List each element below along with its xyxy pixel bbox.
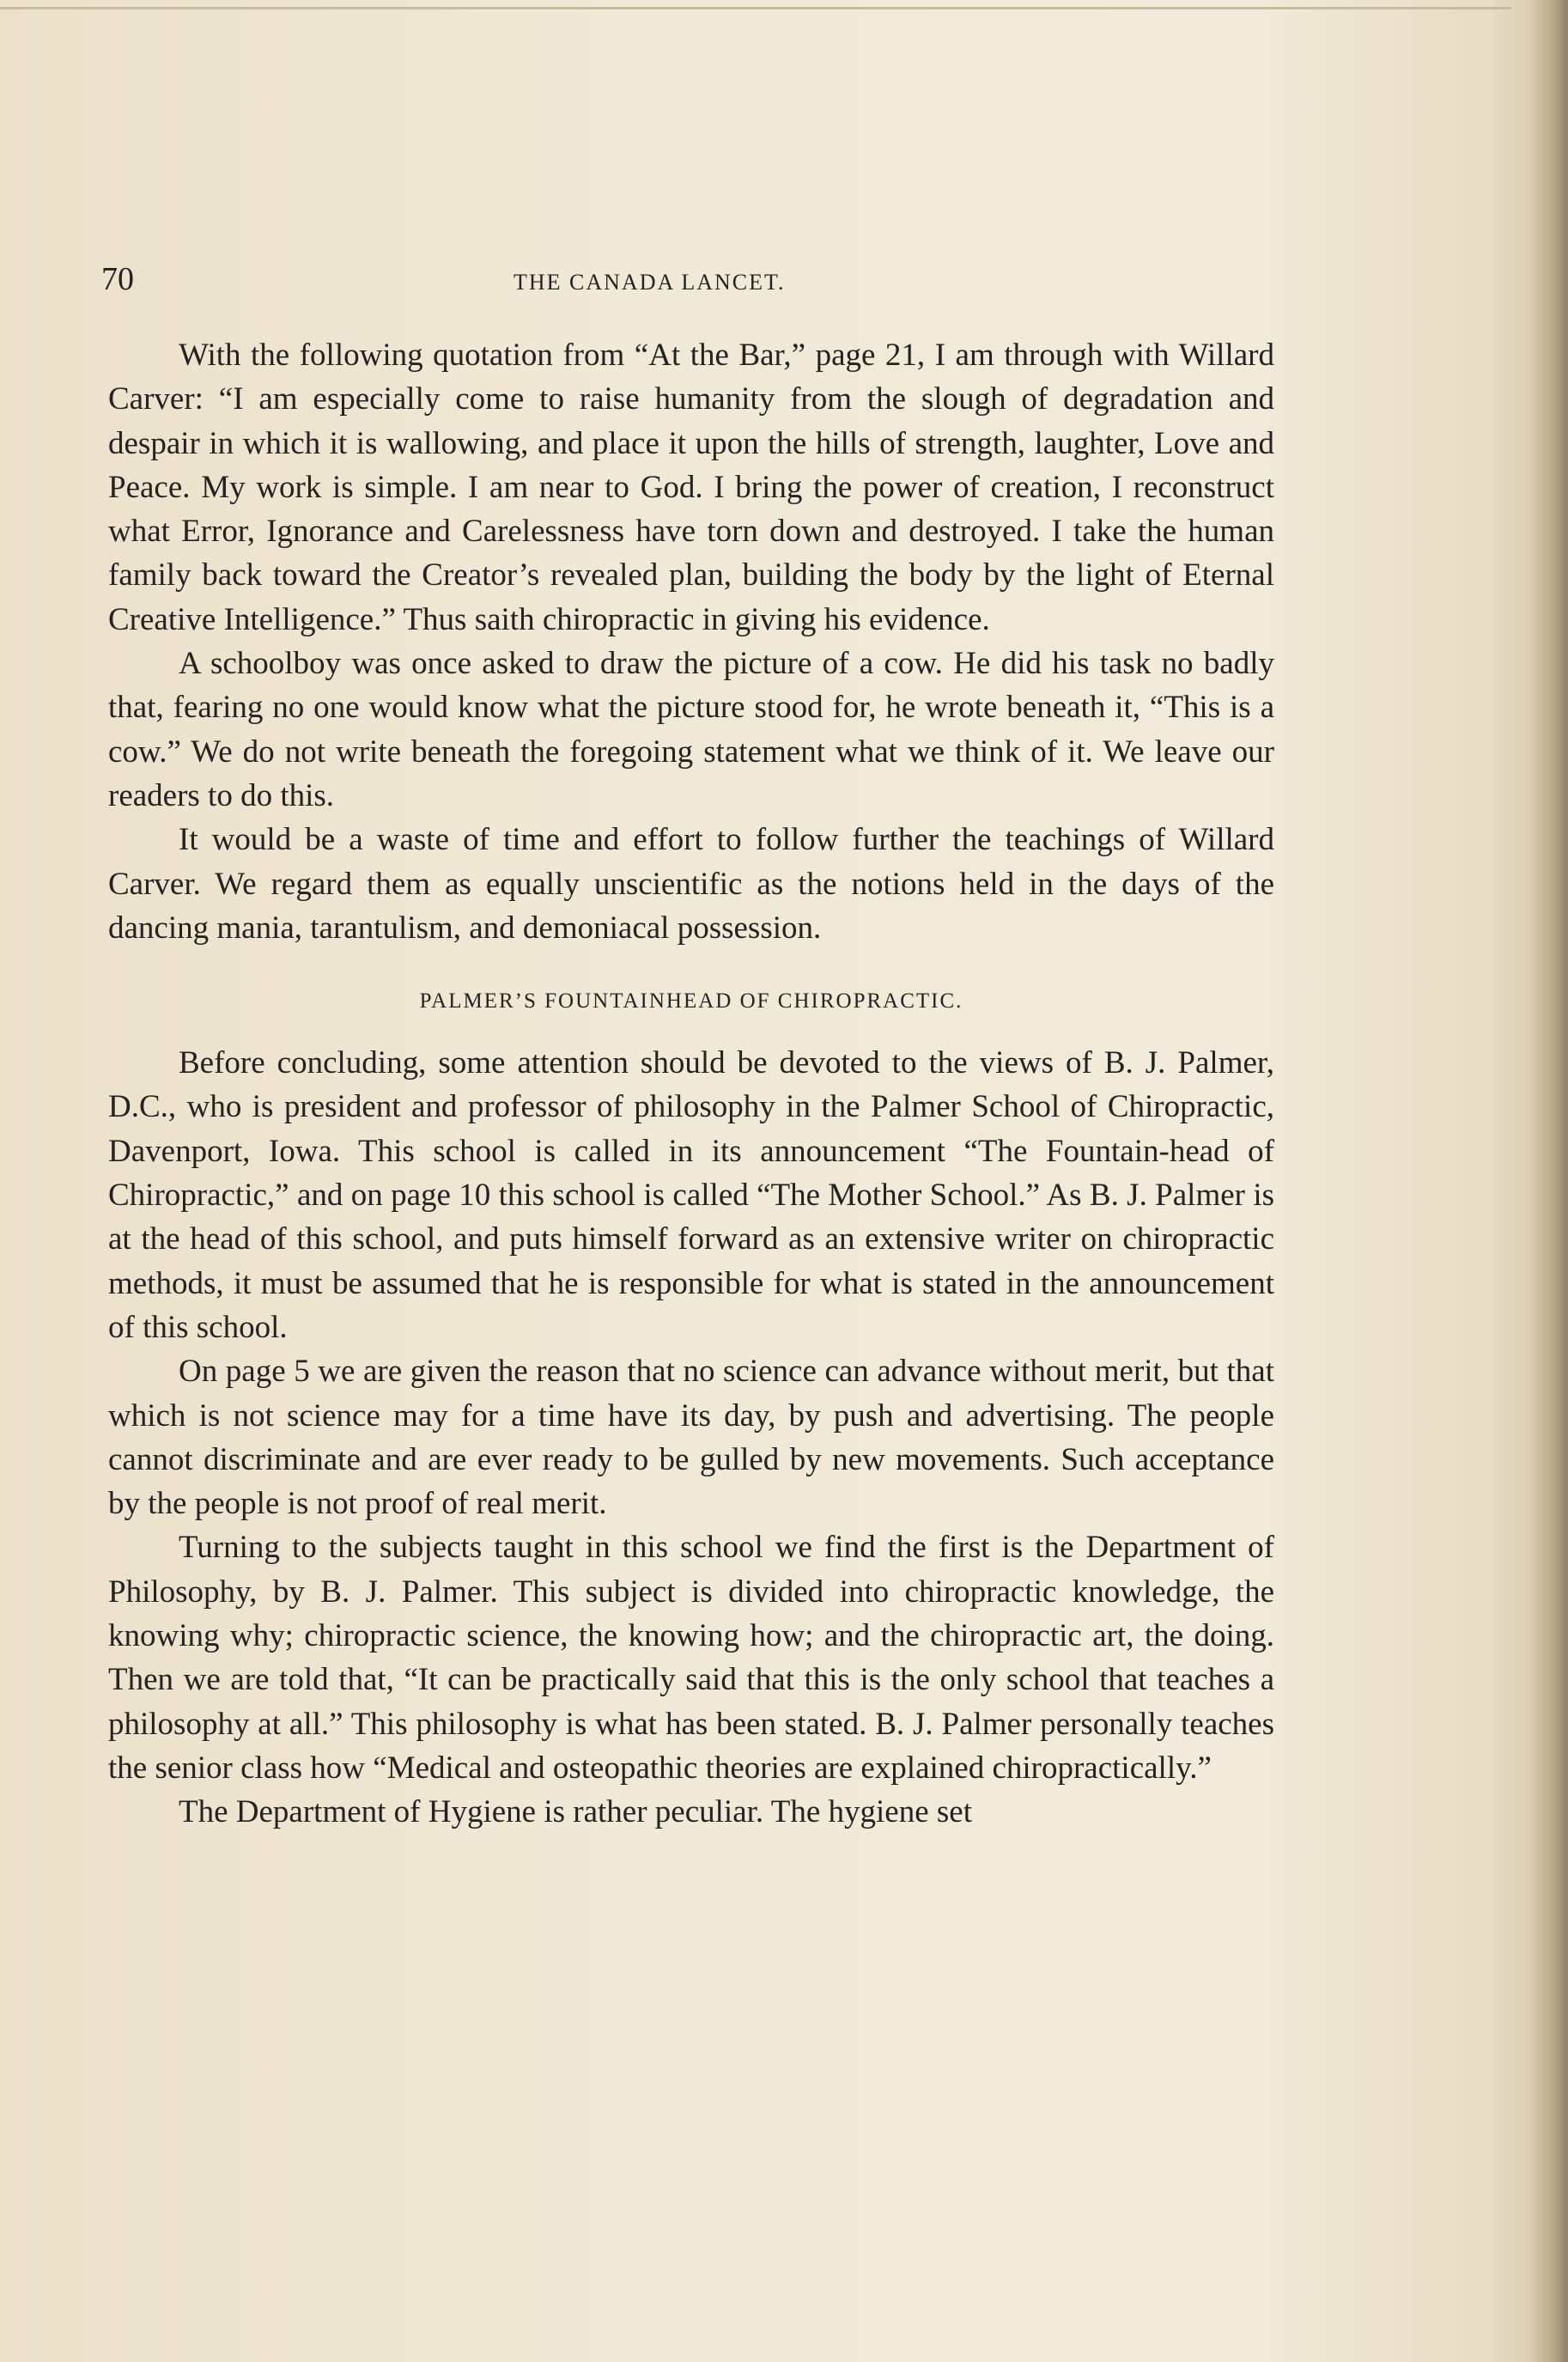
top-edge-rule: [0, 7, 1511, 9]
page-binding-edge: [1530, 0, 1568, 2362]
paragraph: Turning to the subjects taught in this school we find the first is the Department of Philosophy, by B. J. Palmer. This subject is divided into chiropractic knowledge, the knowing why; chiropractic science, the knowing how; and the chiropractic art, the doing. Then we are told that, “It can be practically said that this is the only school that teaches a philosophy at all.” This philosophy is what has been stated. B. J. Palmer personally teaches the senior class how “Medical and osteopathic theories are explained chiropractically.”: [108, 1530, 1274, 1786]
running-head: THE CANADA LANCET.: [514, 270, 786, 295]
paragraph: The Department of Hygiene is rather peculiar. The hygiene set: [179, 1794, 972, 1830]
paragraph: It would be a waste of time and effort to follow further the teachings of Willard Carver. We regard them as equally unscientific as the notions held in the days of the dancing mania, tarantulism, and demoniacal possession.: [108, 822, 1274, 946]
page-header: [101, 258, 1278, 301]
body-text: [108, 333, 1274, 1835]
paragraph: Before concluding, some attention should be devoted to the views of B. J. Palmer, D.C., who is president and professor of philosophy in the Palmer School of Chiropractic, Davenport, Iowa. This school is called in its announcement “The Fountain-head of Chiropractic,” and on page 10 this school is called “The Mother School.” As B. J. Palmer is at the head of this school, and puts himself forward as an extensive writer on chiropractic methods, it must be assumed that he is responsible for what is stated in the announcement of this school.: [108, 1045, 1274, 1345]
paragraph: A schoolboy was once asked to draw the picture of a cow. He did his task no badly that, fearing no one would know what the picture stood for, he wrote beneath it, “This is a cow.” We do not write beneath the foregoing statement what we think of it. We leave our readers to do this.: [108, 646, 1274, 813]
paragraph: On page 5 we are given the reason that no science can advance without merit, but that which is not science may for a time have its day, by push and advertising. The people cannot discriminate and are ever ready to be gulled by new movements. Such acceptance by the people is not proof of real merit.: [108, 1354, 1274, 1522]
paragraph: With the following quotation from “At the Bar,” page 21, I am through with Willard Carver: “I am especially come to raise humanity from the slough of degradation and despair in which it is wallowing, and place it upon the hills of strength, laughter, Love and Peace. My work is simple. I am near to God. I bring the power of creation, I reconstruct what Error, Ignorance and Carelessness have torn down and destroyed. I take the human family back toward the Creator’s revealed plan, building the body by the light of Eternal Creative Intelligence.” Thus saith chiropractic in giving his evidence.: [108, 338, 1274, 637]
section-heading: PALMER’S FOUNTAINHEAD OF CHIROPRACTIC.: [419, 989, 963, 1014]
page-number: 70: [101, 261, 134, 297]
